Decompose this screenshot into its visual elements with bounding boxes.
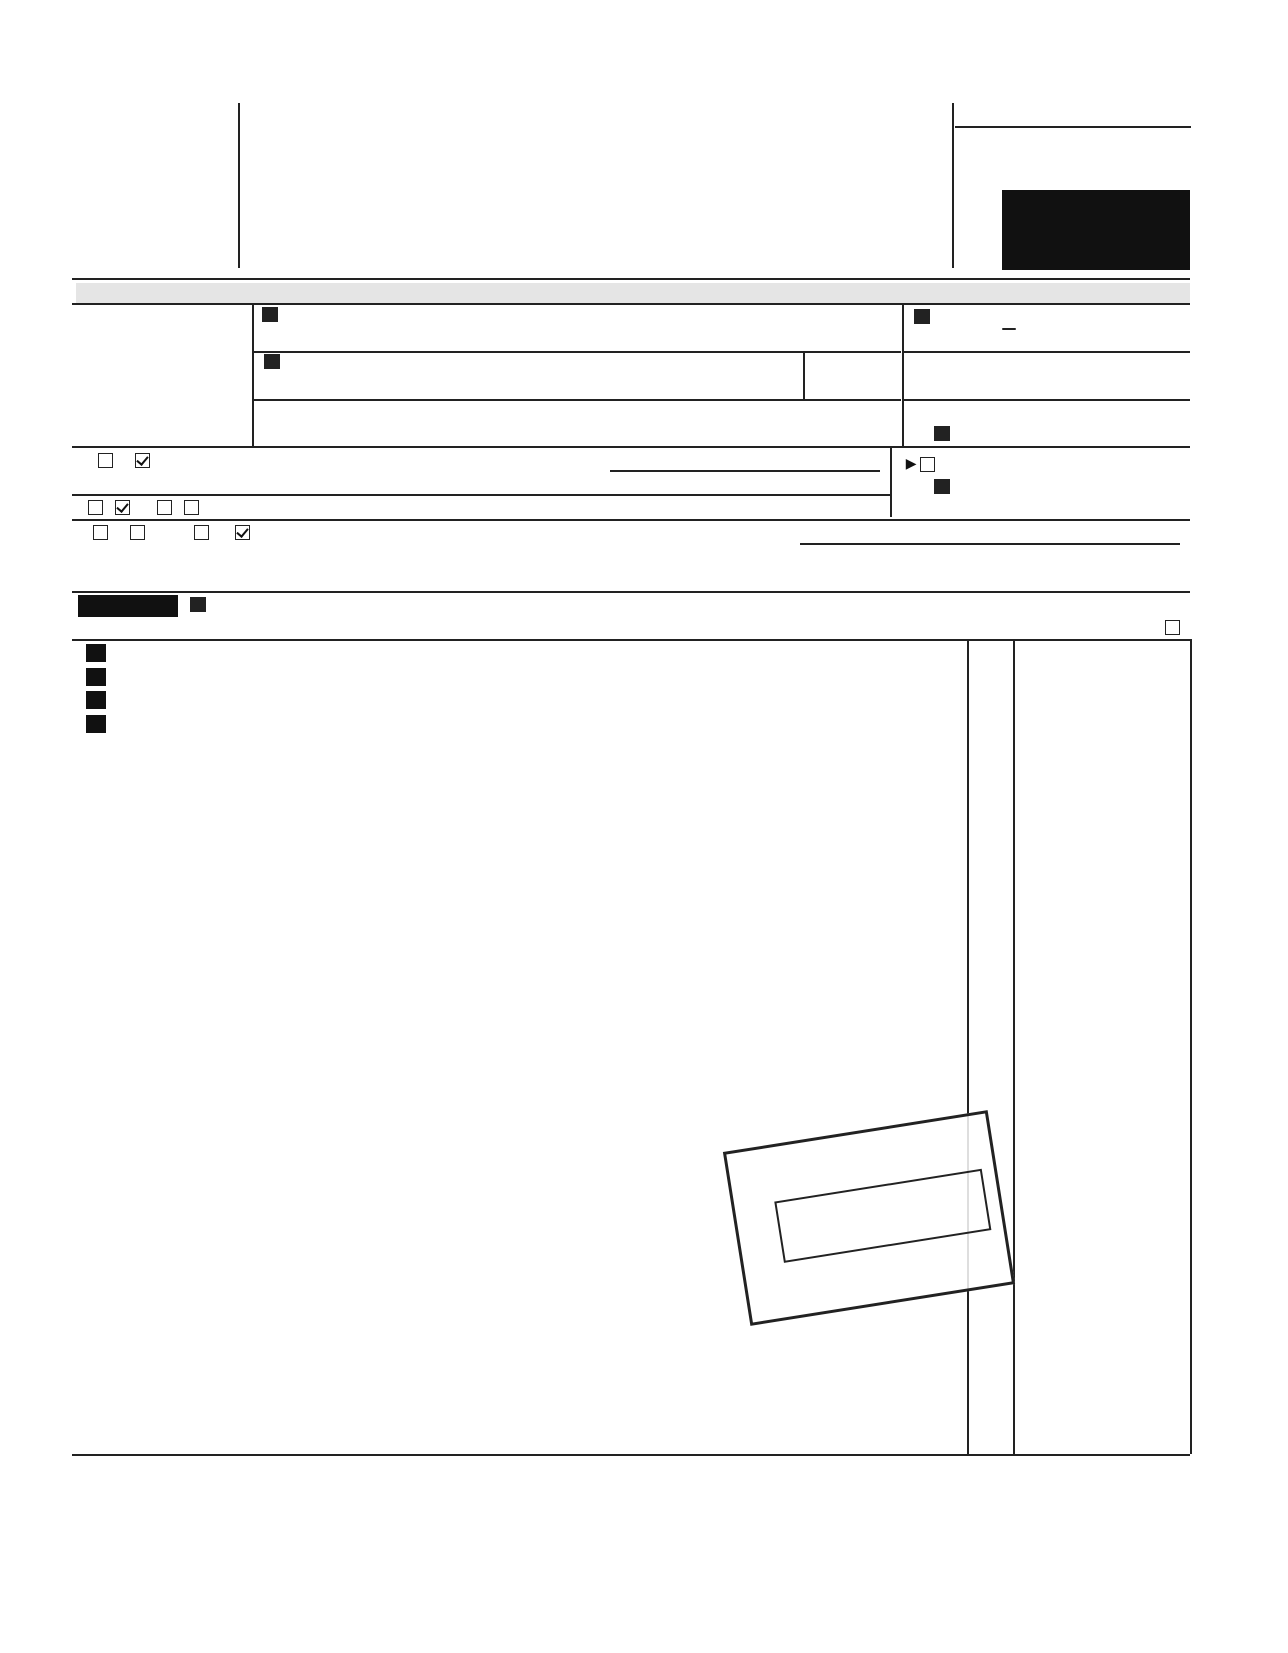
box-f-number [930,424,950,441]
association-checkbox[interactable] [194,525,209,540]
line-g [80,452,171,470]
part1-label [78,595,178,617]
527-checkbox[interactable] [184,500,199,515]
line-k [80,524,272,542]
line-j [80,498,203,515]
title-block [245,100,950,122]
trust-checkbox[interactable] [130,525,145,540]
501c3-checkbox[interactable] [88,500,103,515]
501c-checkbox[interactable] [115,500,130,515]
corporation-checkbox[interactable] [93,525,108,540]
schedule-o-checkbox[interactable] [1165,619,1184,637]
open-to-public-box [1002,190,1190,270]
dln-number [785,48,809,90]
accrual-checkbox[interactable] [135,453,150,468]
line-i [80,475,84,493]
4947-checkbox[interactable] [157,500,172,515]
box-d [910,307,930,324]
box-c-name-label [258,307,278,322]
received-stamp [723,1110,1015,1326]
ein-value [1002,328,1016,330]
line-l [80,547,84,570]
other-org-checkbox[interactable] [235,525,250,540]
line-h: ▶ [898,452,950,496]
street-label [260,354,280,369]
cash-checkbox[interactable] [98,453,113,468]
line-a [76,283,1190,303]
schedule-b-checkbox[interactable] [920,457,935,472]
part1-title [186,594,206,614]
box-b [78,308,248,324]
